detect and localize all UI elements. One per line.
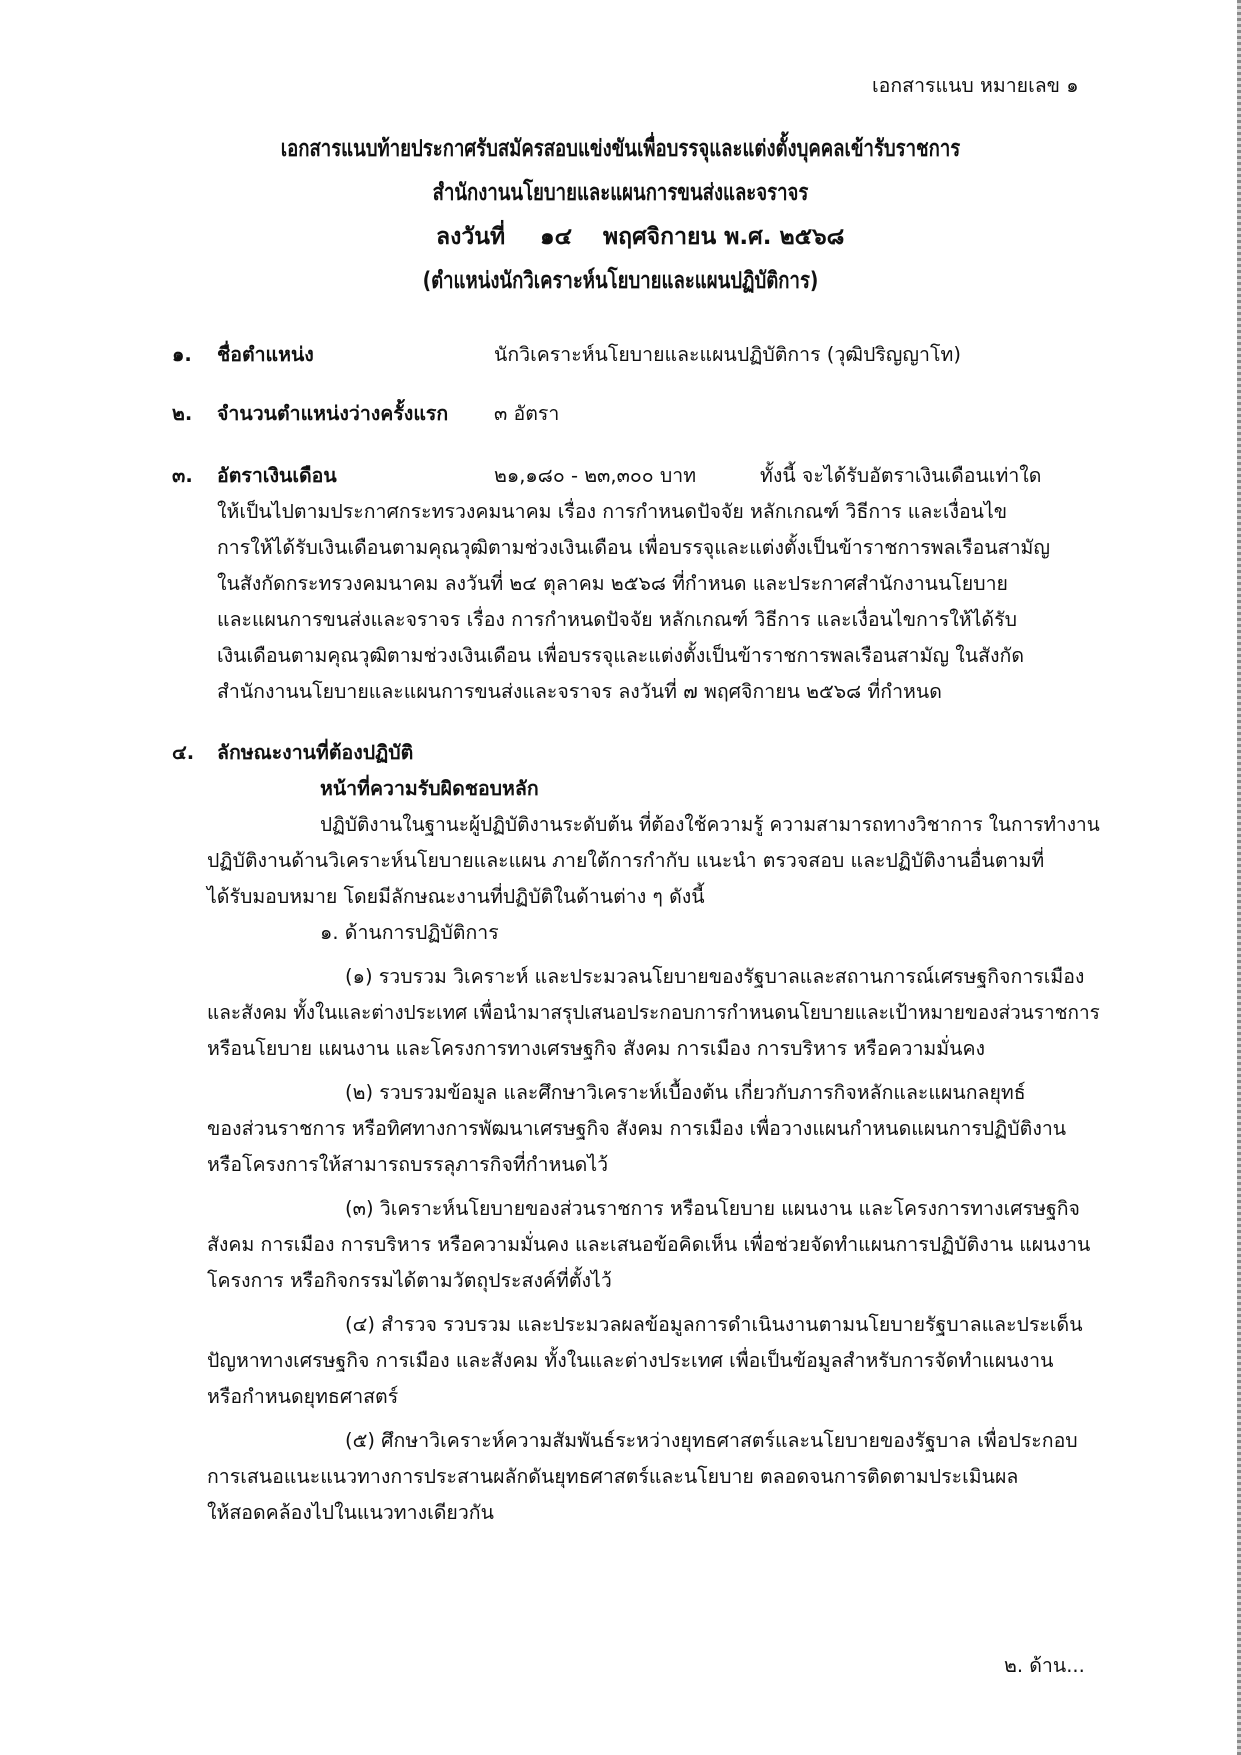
duty-paragraph-1-line: หรือนโยบาย แผนงาน และโครงการทางเศรษฐกิจ สังคม การเมือง การบริหาร หรือความมั่นคง — [207, 1037, 986, 1060]
duty-paragraph-4-line: หรือกำหนดยุทธศาสตร์ — [207, 1385, 399, 1408]
item-2-label: จำนวนตำแหน่งว่างครั้งแรก — [217, 402, 449, 425]
item-2-value: ๓ อัตรา — [494, 402, 560, 425]
position-title: (ตำแหน่งนักวิเคราะห์นโยบายและแผนปฏิบัติการ) — [422, 268, 819, 294]
item-1-label: ชื่อตำแหน่ง — [217, 343, 314, 366]
duty-paragraph-3-line: สังคม การเมือง การบริหาร หรือความมั่นคง และเสนอข้อคิดเห็น เพื่อช่วยจัดทำแผนการปฏิบัติงาน แผนงาน — [207, 1233, 1091, 1256]
date-day: ๑๔ — [540, 224, 573, 250]
duty-intro-line: ปฏิบัติงานด้านวิเคราะห์นโยบายและแผน ภายใต้การกำกับ แนะนำ ตรวจสอบ และปฏิบัติงานอื่นตามที่ — [207, 849, 1045, 872]
duty-paragraph-4-line: (๔) สำรวจ รวบรวม และประมวลผลข้อมูลการดำเนินงานตามนโยบายรัฐบาลและประเด็น — [345, 1313, 1083, 1336]
item-3-line: สำนักงานนโยบายและแผนการขนส่งและจราจร ลงวันที่ ๗ พฤศจิกายน ๒๕๖๘ ที่กำหนด — [217, 680, 942, 703]
item-4-number: ๔. — [172, 741, 195, 764]
duty-intro-line: ปฏิบัติงานในฐานะผู้ปฏิบัติงานระดับต้น ที่ต้องใช้ความรู้ ความสามารถทางวิชาการ ในการทำงาน — [320, 813, 1100, 836]
scan-edge — [1237, 0, 1241, 1755]
date-month-year: พฤศจิกายน พ.ศ. ๒๕๖๘ — [603, 224, 845, 250]
item-2-number: ๒. — [172, 402, 193, 425]
duty-heading: หน้าที่ความรับผิดชอบหลัก — [320, 777, 539, 800]
item-3-number: ๓. — [172, 464, 193, 487]
duty-paragraph-5-line: ให้สอดคล้องไปในแนวทางเดียวกัน — [207, 1501, 494, 1524]
duty-paragraph-2-line: ของส่วนราชการ หรือทิศทางการพัฒนาเศรษฐกิจ สังคม การเมือง เพื่อวางแผนกำหนดแผนการปฏิบัติงาน — [207, 1117, 1067, 1140]
duty-paragraph-4-line: ปัญหาทางเศรษฐกิจ การเมือง และสังคม ทั้งในและต่างประเทศ เพื่อเป็นข้อมูลสำหรับการจัดทำแผนงาน — [207, 1349, 1054, 1372]
item-3-line: เงินเดือนตามคุณวุฒิตามช่วงเงินเดือน เพื่อบรรจุและแต่งตั้งเป็นข้าราชการพลเรือนสามัญ ในสังกัด — [217, 644, 1025, 667]
attachment-number: เอกสารแนบ หมายเลข ๑ — [872, 74, 1079, 97]
item-4-label: ลักษณะงานที่ต้องปฏิบัติ — [217, 741, 414, 764]
item-1-number: ๑. — [172, 343, 192, 366]
sub-heading-operations: ๑. ด้านการปฏิบัติการ — [320, 921, 499, 944]
header-line-2: สำนักงานนโยบายและแผนการขนส่งและจราจร — [432, 180, 809, 206]
duty-paragraph-3-line: โครงการ หรือกิจกรรมได้ตามวัตถุประสงค์ที่ตั้งไว้ — [207, 1269, 612, 1292]
item-3-line: การให้ได้รับเงินเดือนตามคุณวุฒิตามช่วงเงินเดือน เพื่อบรรจุและแต่งตั้งเป็นข้าราชการพลเรือนสามัญ — [217, 536, 1050, 559]
item-3-label: อัตราเงินเดือน — [217, 464, 337, 487]
duty-paragraph-3-line: (๓) วิเคราะห์นโยบายของส่วนราชการ หรือนโยบาย แผนงาน และโครงการทางเศรษฐกิจ — [345, 1197, 1080, 1220]
item-3-salary: ๒๑,๑๘๐ - ๒๓,๓๐๐ บาท — [494, 464, 697, 487]
duty-paragraph-1-line: และสังคม ทั้งในและต่างประเทศ เพื่อนำมาสรุปเสนอประกอบการกำหนดนโยบายและเป้าหมายของส่วนราชการ — [207, 1001, 1100, 1024]
date-prefix: ลงวันที่ — [436, 224, 506, 250]
duty-paragraph-2-line: (๒) รวบรวมข้อมูล และศึกษาวิเคราะห์เบื้องต้น เกี่ยวกับภารกิจหลักและแผนกลยุทธ์ — [345, 1081, 1026, 1104]
item-3-line: ให้เป็นไปตามประกาศกระทรวงคมนาคม เรื่อง การกำหนดปัจจัย หลักเกณฑ์ วิธีการ และเงื่อนไข — [217, 500, 1008, 523]
header-line-1: เอกสารแนบท้ายประกาศรับสมัครสอบแข่งขันเพื่อบรรจุและแต่งตั้งบุคคลเข้ารับราชการ — [280, 136, 961, 162]
duty-paragraph-5-line: (๕) ศึกษาวิเคราะห์ความสัมพันธ์ระหว่างยุทธศาสตร์และนโยบายของรัฐบาล เพื่อประกอบ — [345, 1429, 1078, 1452]
item-3-line: ในสังกัดกระทรวงคมนาคม ลงวันที่ ๒๔ ตุลาคม ๒๕๖๘ ที่กำหนด และประกาศสำนักงานนโยบาย — [217, 572, 1008, 595]
duty-paragraph-5-line: การเสนอแนะแนวทางการประสานผลักดันยุทธศาสตร์และนโยบาย ตลอดจนการติดตามประเมินผล — [207, 1465, 1019, 1488]
item-3-text-start: ทั้งนี้ จะได้รับอัตราเงินเดือนเท่าใด — [760, 464, 1042, 487]
duty-intro-line: ได้รับมอบหมาย โดยมีลักษณะงานที่ปฏิบัติในด้านต่าง ๆ ดังนี้ — [207, 885, 705, 908]
duty-paragraph-2-line: หรือโครงการให้สามารถบรรลุภารกิจที่กำหนดไว้ — [207, 1153, 609, 1176]
duty-paragraph-1-line: (๑) รวบรวม วิเคราะห์ และประมวลนโยบายของรัฐบาลและสถานการณ์เศรษฐกิจการเมือง — [345, 965, 1085, 988]
item-1-value: นักวิเคราะห์นโยบายและแผนปฏิบัติการ (วุฒิปริญญาโท) — [494, 343, 961, 366]
continued-marker: ๒. ด้าน... — [1004, 1654, 1085, 1677]
item-3-line: และแผนการขนส่งและจราจร เรื่อง การกำหนดปัจจัย หลักเกณฑ์ วิธีการ และเงื่อนไขการให้ได้รับ — [217, 608, 1017, 631]
